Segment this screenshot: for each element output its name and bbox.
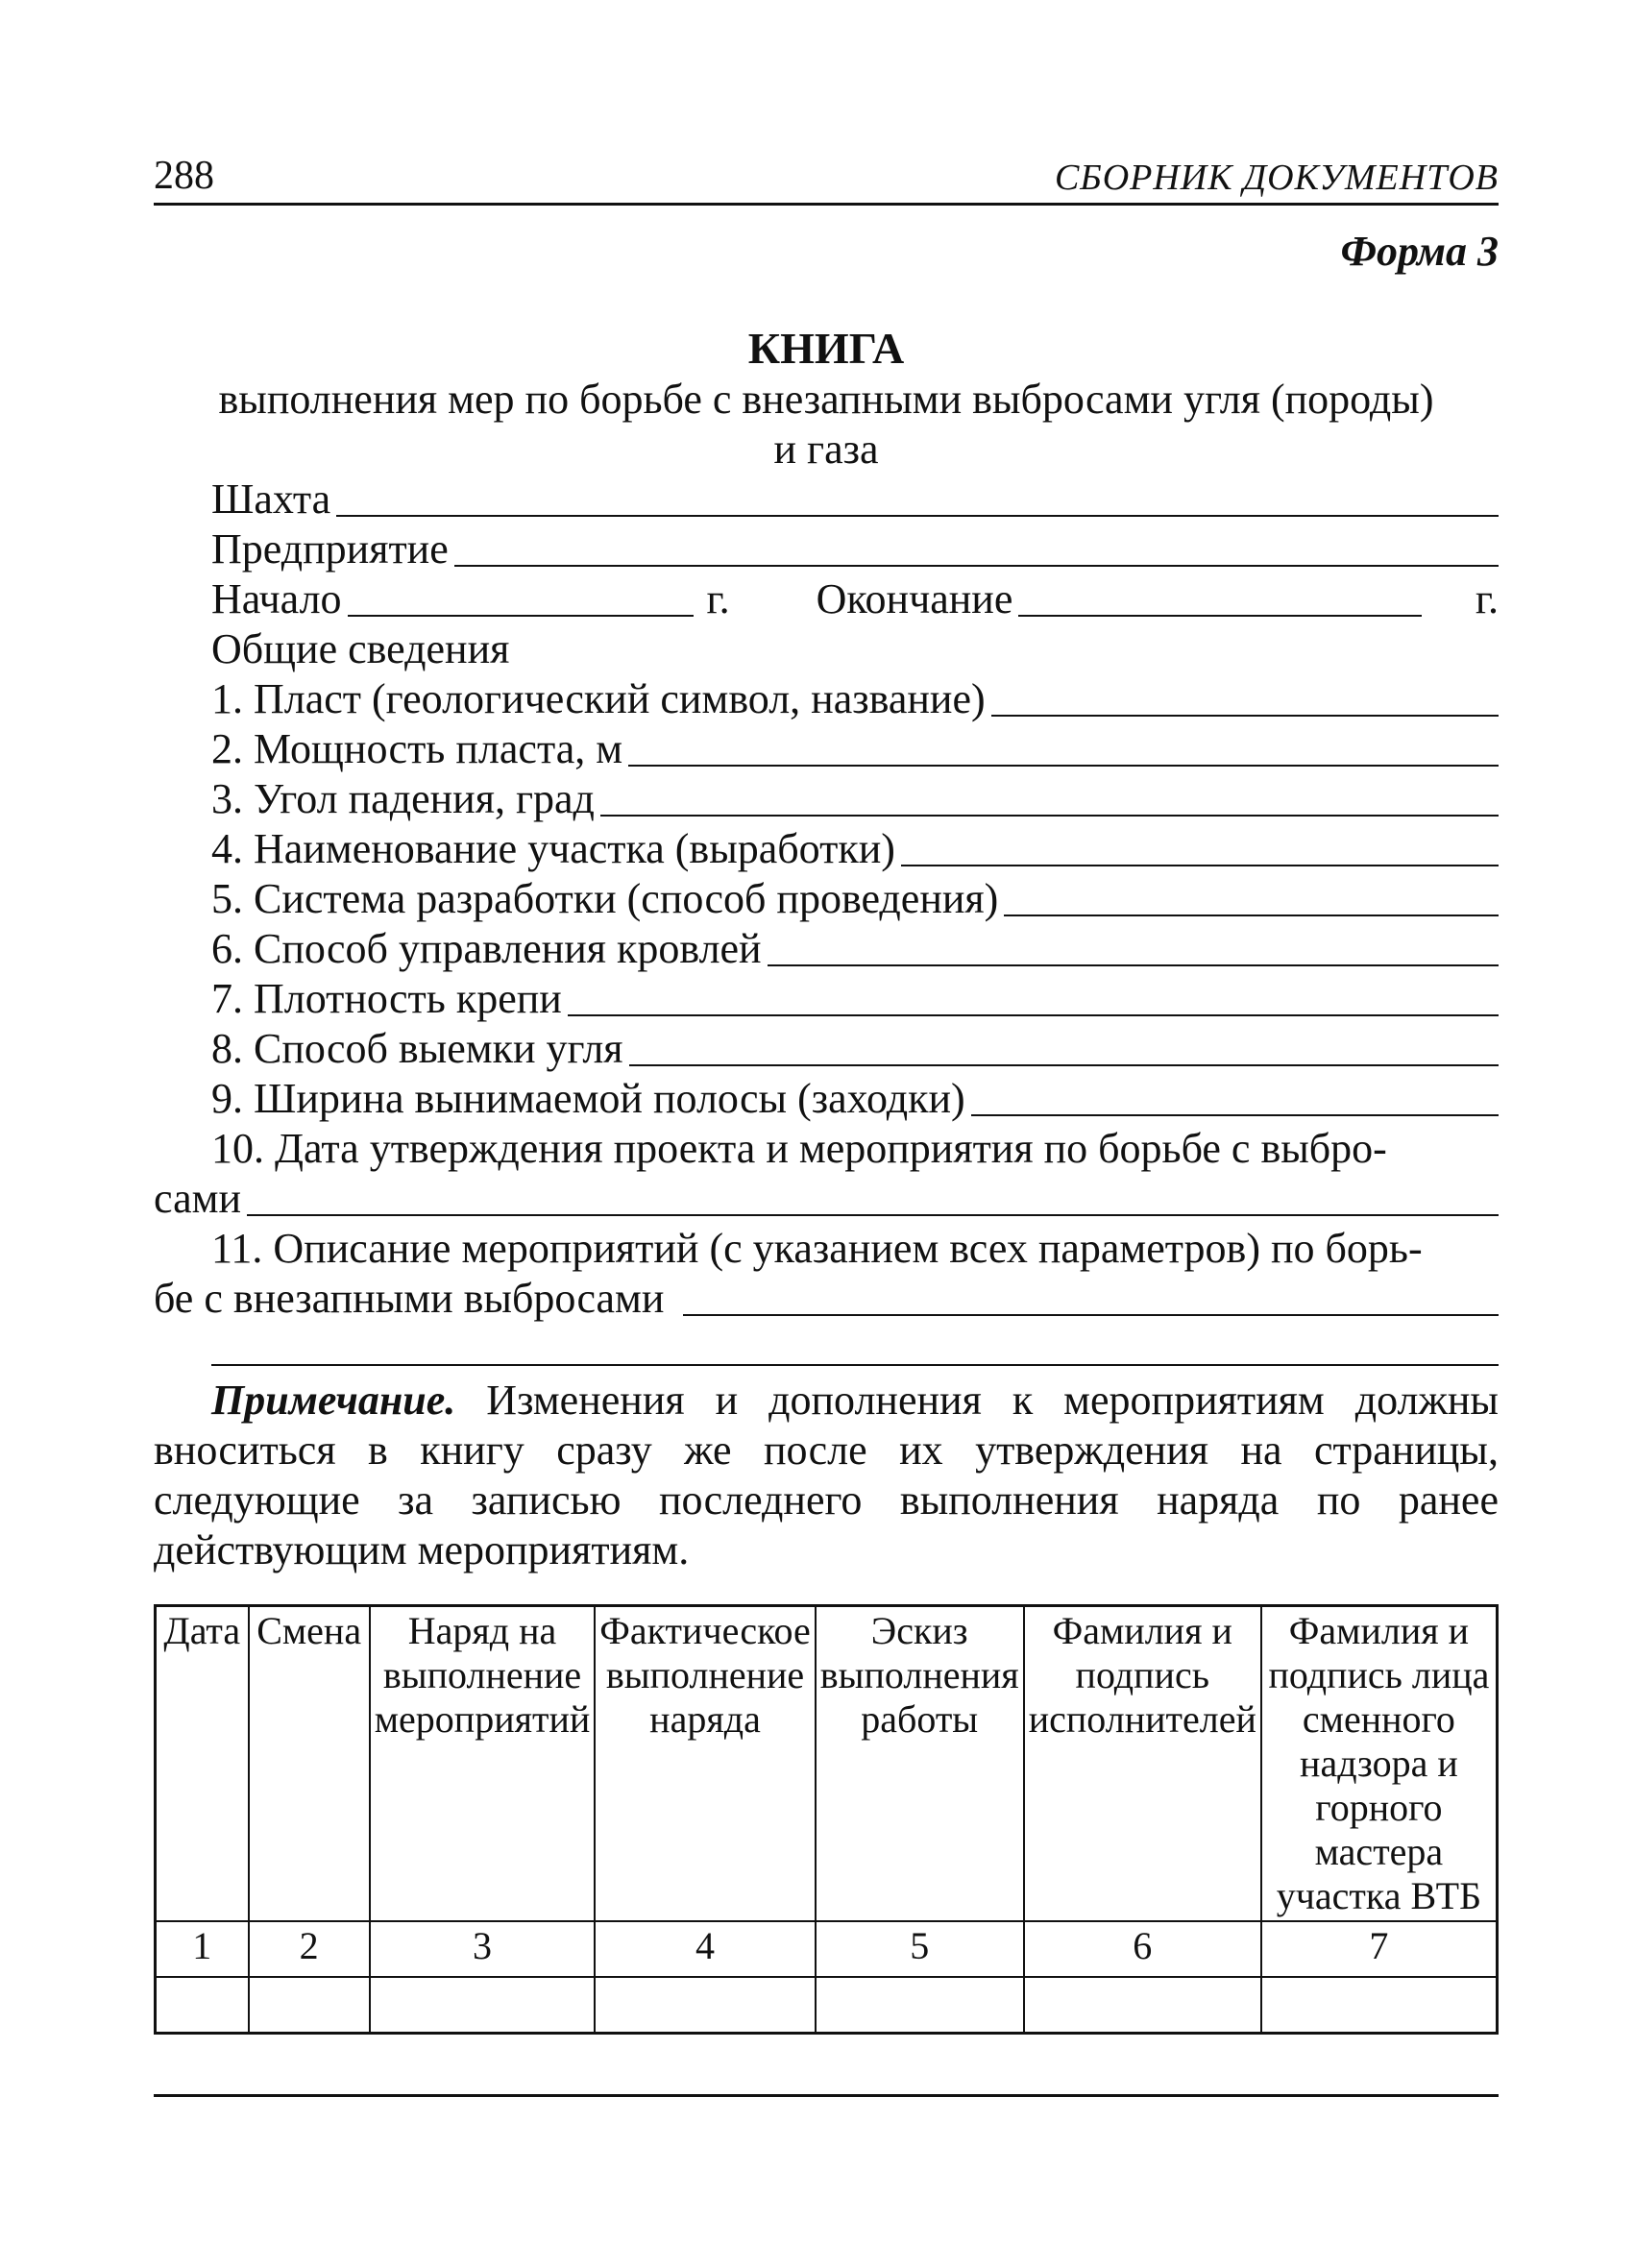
book-subtitle-line2: и газа: [773, 426, 879, 473]
enterprise-field: [154, 524, 1499, 574]
item-row: [154, 1074, 1499, 1124]
item-row: [154, 724, 1499, 774]
table-row: [156, 1977, 1498, 2034]
item-label: 9. Ширина вынимаемой полосы (заходки): [211, 1075, 965, 1122]
item11-blank: [683, 1276, 1499, 1316]
column-number: 1: [156, 1921, 249, 1977]
item-label: 3. Угол падения, град: [211, 775, 595, 822]
table-cell: [249, 1977, 370, 2034]
column-header-sketch: Эскиз выполнения работы: [816, 1606, 1024, 1922]
item-blank: [568, 976, 1499, 1016]
table-number-row: [156, 1921, 1498, 1977]
item-row: [154, 774, 1499, 824]
item-blank: [629, 1026, 1499, 1066]
enterprise-blank: [454, 526, 1499, 567]
item-row: [154, 674, 1499, 724]
column-number: 3: [370, 1921, 596, 1977]
item-blank: [991, 676, 1499, 717]
item-row: [154, 924, 1499, 974]
form-label: Форма 3: [1340, 228, 1499, 275]
table-cell: [370, 1977, 596, 2034]
column-header-shift: Смена: [249, 1606, 370, 1922]
column-number: 6: [1024, 1921, 1261, 1977]
table-cell: [816, 1977, 1024, 2034]
item-blank: [600, 776, 1499, 817]
item-label: 4. Наименование участка (выработки): [211, 825, 895, 872]
item-blank: [971, 1076, 1499, 1116]
item-row: [154, 974, 1499, 1024]
item10-line1: 10. Дата утверждения проекта и мероприятия по борьбе с выбро-: [211, 1125, 1387, 1172]
end-blank: [1018, 576, 1422, 617]
mine-label: Шахта: [211, 476, 331, 523]
item11-line1: 11. Описание мероприятий (с указанием всех параметров) по борь-: [211, 1225, 1423, 1272]
item-blank: [1004, 876, 1499, 916]
item-label: 7. Плотность крепи: [211, 975, 562, 1022]
note-lead: Примечание.: [211, 1377, 456, 1424]
general-info-heading: Общие сведения: [211, 625, 510, 672]
mine-field: [154, 475, 1499, 524]
item-label: 8. Способ выемки угля: [211, 1025, 623, 1072]
running-head: [154, 149, 1499, 206]
item-label: 1. Пласт (геологический символ, название): [211, 675, 986, 722]
table-cell: [156, 1977, 249, 2034]
item-label: 6. Способ управления кровлей: [211, 925, 762, 972]
enterprise-label: Предприятие: [211, 525, 449, 573]
document-page: [154, 149, 1499, 2035]
item-row: [154, 824, 1499, 874]
page-bottom-rule: [154, 2094, 1499, 2097]
record-table: [154, 1604, 1499, 2035]
column-number: 7: [1261, 1921, 1498, 1977]
item10-line2: [154, 1174, 1499, 1224]
book-title: КНИГА: [747, 324, 905, 373]
column-header-order: Наряд на выполнение мероприятий: [370, 1606, 596, 1922]
end-year-unit: г.: [1475, 575, 1499, 622]
item11-line2: [154, 1274, 1499, 1324]
item-label: 5. Система разработки (способ проведения): [211, 875, 999, 922]
column-header-executors: Фамилия и подпись исполнителей: [1024, 1606, 1261, 1922]
start-label: Начало: [211, 575, 342, 622]
item11-label: бе с внезапными выбросами: [154, 1275, 665, 1322]
table-cell: [595, 1977, 815, 2034]
table-cell: [1261, 1977, 1498, 2034]
column-header-supervisor: Фамилия и подпись лица сменного надзора и горного мастера участка ВТБ: [1261, 1606, 1498, 1922]
item10-blank: [247, 1176, 1499, 1216]
header-fields: [154, 475, 1499, 1324]
item-blank: [628, 726, 1499, 767]
table-header-row: [156, 1606, 1498, 1922]
item-row: [154, 874, 1499, 924]
item-label: 2. Мощность пласта, м: [211, 725, 623, 772]
item-blank: [768, 926, 1499, 966]
column-number: 5: [816, 1921, 1024, 1977]
column-number: 2: [249, 1921, 370, 1977]
column-header-date: Дата: [156, 1606, 249, 1922]
end-label: Окончание: [816, 575, 1013, 622]
note-paragraph: [154, 1376, 1499, 1575]
note-text: Изменения и дополнения к мероприятиям должны вноситься в книгу сразу же после их утверждения на страницы, следующие за записью последнего выполнения наряда по ранее действующим мероприятиям.: [154, 1377, 1499, 1573]
item-row: [154, 1024, 1499, 1074]
page-number: 288: [154, 154, 214, 198]
start-blank: [348, 576, 694, 617]
collection-title: СБОРНИК ДОКУМЕНТОВ: [1054, 158, 1499, 198]
start-year-unit: г.: [706, 575, 730, 622]
note-separator: [211, 1362, 1499, 1366]
period-field: [154, 574, 1499, 624]
column-header-actual: Фактическое выполнение наряда: [595, 1606, 815, 1922]
item10-label: сами: [154, 1175, 241, 1222]
item-blank: [901, 826, 1499, 866]
book-subtitle-line1: выполнения мер по борьбе с внезапными выбросами угля (породы): [218, 376, 1434, 423]
table-cell: [1024, 1977, 1261, 2034]
column-number: 4: [595, 1921, 815, 1977]
mine-blank: [336, 476, 1499, 517]
